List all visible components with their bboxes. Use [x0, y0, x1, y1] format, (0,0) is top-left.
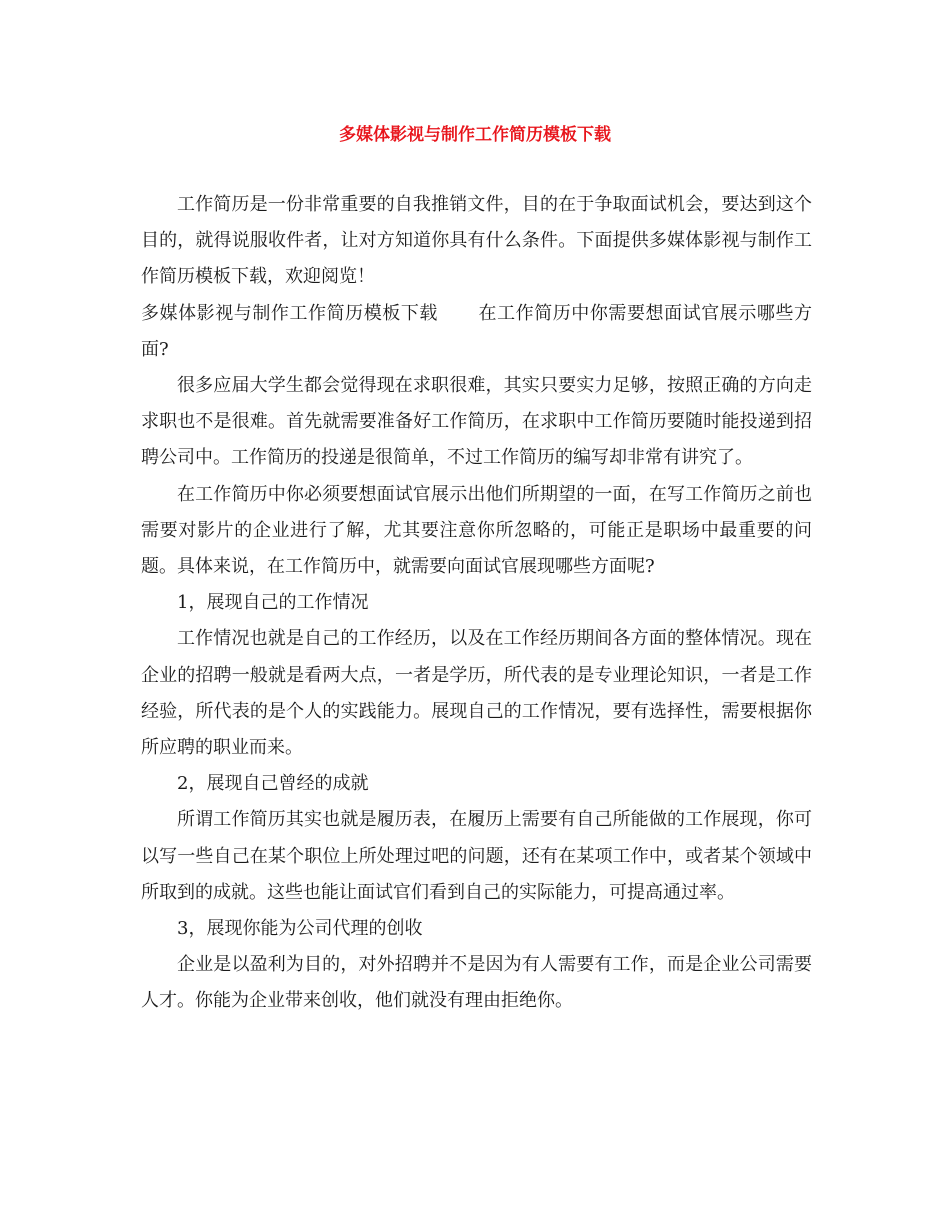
- paragraph-2: 在工作简历中你必须要想面试官展示出他们所期望的一面，在写工作简历之前也需要对影片的企业进行了解，尤其要注意你所忽略的，可能正是职场中最重要的问题。具体来说，在工作简历中，就需要向面试官展现哪些方面呢?: [141, 483, 812, 578]
- paragraph-1: 很多应届大学生都会觉得现在求职很难，其实只要实力足够，按照正确的方向走求职也不是很难。首先就需要准备好工作简历，在求职中工作简历要随时能投递到招聘公司中。工作简历的投递是很简单，不过工作简历的编写却非常有讲究了。: [141, 375, 812, 469]
- point-1-heading: 1，展现自己的工作情况: [177, 592, 369, 614]
- document-title: 多媒体影视与制作工作简历模板下载: [339, 125, 611, 145]
- subheading-left: 多媒体影视与制作工作简历模板下载: [141, 302, 438, 324]
- subheading-right: 在工作简历中你需要想面试官展示哪些方面?: [141, 302, 813, 360]
- point-3-text: 企业是以盈利为目的，对外招聘并不是因为有人需要有工作，而是企业公司需要人才。你能为企业带来创收，他们就没有理由拒绝你。: [141, 954, 812, 1012]
- point-1-text: 工作情况也就是自己的工作经历，以及在工作经历期间各方面的整体情况。现在企业的招聘一般就是看两大点，一者是学历，所代表的是专业理论知识，一者是工作经验，所代表的是个人的实践能力。展现自己的工作情况，要有选择性，需要根据你所应聘的职业而来。: [141, 628, 812, 759]
- document-body: [141, 187, 812, 1020]
- subheading-line: [141, 296, 812, 368]
- intro-paragraph: 工作简历是一份非常重要的自我推销文件，目的在于争取面试机会，要达到这个目的，就得说服收件者，让对方知道你具有什么条件。下面提供多媒体影视与制作工作简历模板下载，欢迎阅览！: [141, 194, 812, 288]
- point-2-heading: 2，展现自己曾经的成就: [177, 773, 369, 795]
- point-3-heading: 3，展现你能为公司代理的创收: [177, 918, 423, 940]
- point-2-text: 所谓工作简历其实也就是履历表，在履历上需要有自己所能做的工作展现，你可以写一些自己在某个职位上所处理过吧的问题，还有在某项工作中，或者某个领域中所取到的成就。这些也能让面试官们看到自己的实际能力，可提高通过率。: [141, 809, 812, 903]
